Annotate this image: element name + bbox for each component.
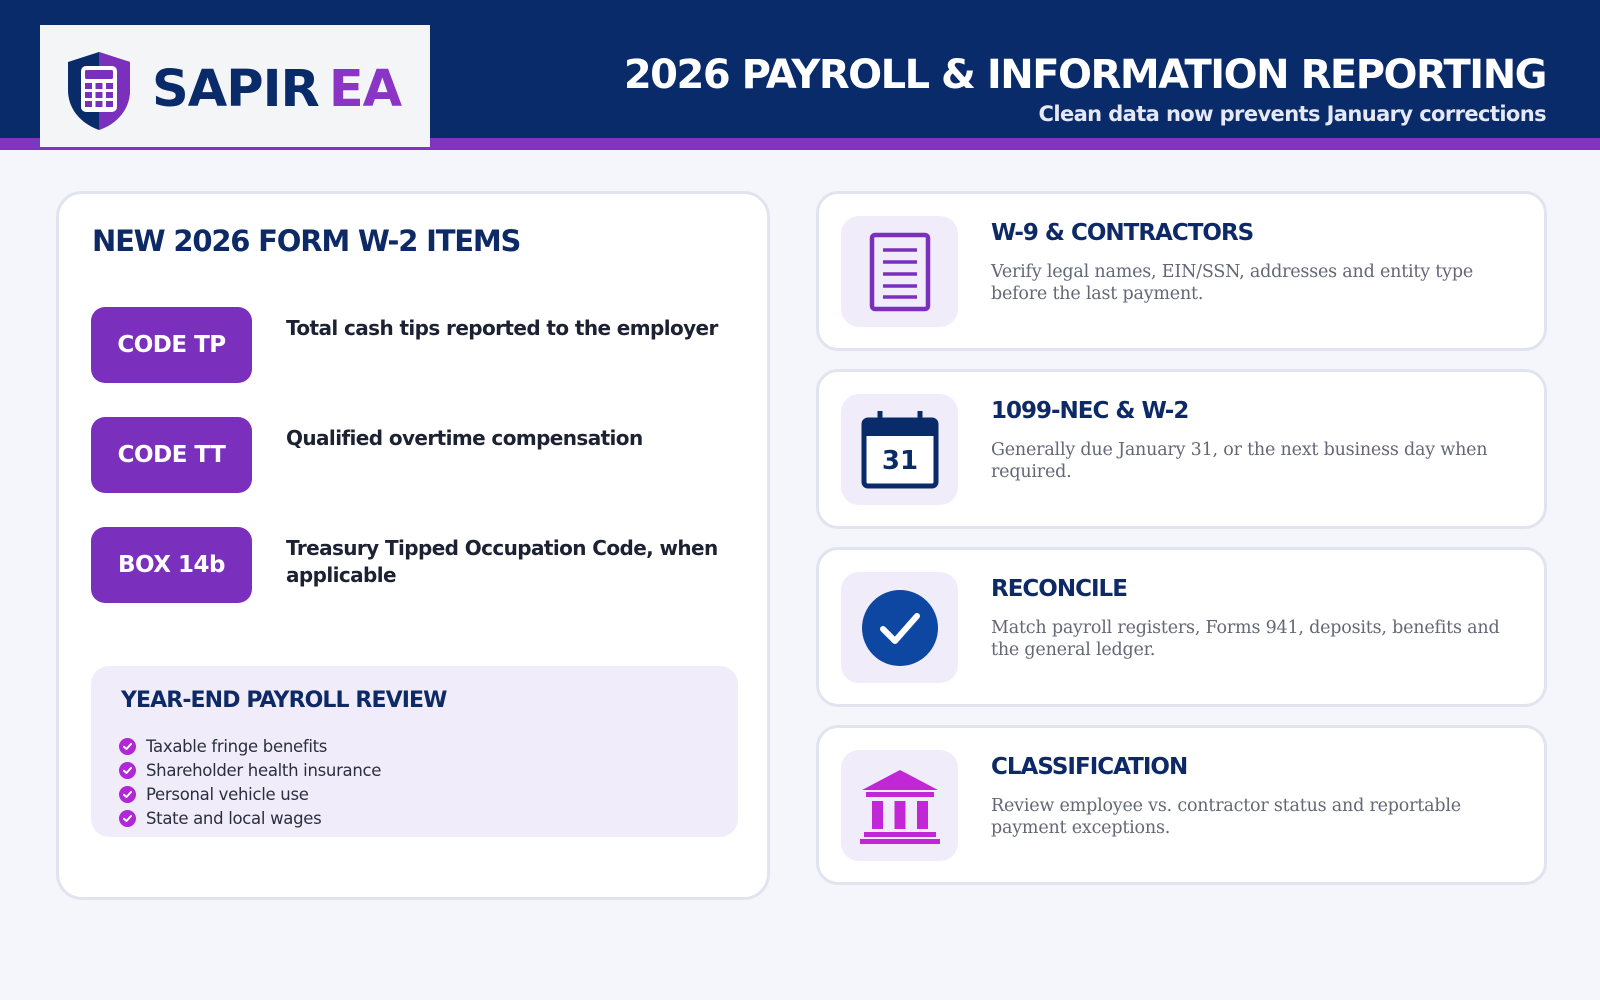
check-icon [119, 810, 136, 827]
info-card-1099-w2 [816, 369, 1547, 529]
info-card-reconcile [816, 547, 1547, 707]
check-icon [119, 738, 136, 755]
code-badge: CODE TP [91, 307, 252, 383]
icon-tile [841, 572, 958, 683]
year-end-review-panel [91, 666, 738, 837]
w2-items-card [56, 191, 770, 900]
info-card-w9-contractors [816, 191, 1547, 351]
check-icon [119, 786, 136, 803]
bank-building-icon [860, 768, 940, 844]
calculator-shield-icon [64, 50, 134, 132]
card-title: RECONCILE [991, 576, 1127, 602]
review-item-label: Shareholder health insurance [146, 760, 382, 780]
review-item-label: State and local wages [146, 808, 322, 828]
code-description: Qualified overtime compensation [286, 426, 643, 450]
logo [40, 25, 430, 147]
card-title: W-9 & CONTRACTORS [991, 220, 1254, 246]
logo-accent-text: EA [328, 60, 402, 119]
card-text: Match payroll registers, Forms 941, deposits, benefits and the general ledger. [991, 618, 1500, 660]
w2-items-title: NEW 2026 FORM W-2 ITEMS [92, 224, 521, 258]
code-row-tp [91, 307, 741, 385]
icon-tile [841, 216, 958, 327]
code-badge: BOX 14b [91, 527, 252, 603]
card-text: Review employee vs. contractor status and reportable payment exceptions. [991, 796, 1461, 838]
code-badge: CODE TT [91, 417, 252, 493]
page-title: 2026 PAYROLL & INFORMATION REPORTING [623, 52, 1546, 98]
logo-wordmark [152, 55, 401, 125]
review-item-label: Taxable fringe benefits [146, 736, 328, 756]
page-subtitle: Clean data now prevents January corrections [1038, 102, 1546, 126]
review-item-label: Personal vehicle use [146, 784, 309, 804]
check-icon [119, 762, 136, 779]
code-row-box14b [91, 527, 741, 605]
icon-tile [841, 394, 958, 505]
review-list-item [119, 758, 381, 782]
document-icon [869, 232, 931, 312]
code-description: Total cash tips reported to the employer [286, 316, 718, 340]
review-list-item [119, 782, 381, 806]
card-title: CLASSIFICATION [991, 754, 1188, 780]
calendar-icon [860, 410, 940, 490]
code-description: Treasury Tipped Occupation Code, when applicable [286, 536, 718, 587]
icon-tile [841, 750, 958, 861]
info-card-classification [816, 725, 1547, 885]
card-text: Verify legal names, EIN/SSN, addresses and entity type before the last payment. [991, 262, 1473, 304]
review-list [119, 734, 381, 830]
card-title: 1099-NEC & W-2 [991, 398, 1189, 424]
review-list-item [119, 806, 381, 830]
code-row-tt [91, 417, 741, 495]
review-list-item [119, 734, 381, 758]
card-text: Generally due January 31, or the next business day when required. [991, 440, 1488, 482]
calendar-day-text: 31 [881, 445, 918, 476]
logo-primary-text: SAPIR [152, 60, 319, 119]
review-title: YEAR-END PAYROLL REVIEW [121, 688, 447, 713]
checkmark-circle-icon [861, 589, 939, 667]
